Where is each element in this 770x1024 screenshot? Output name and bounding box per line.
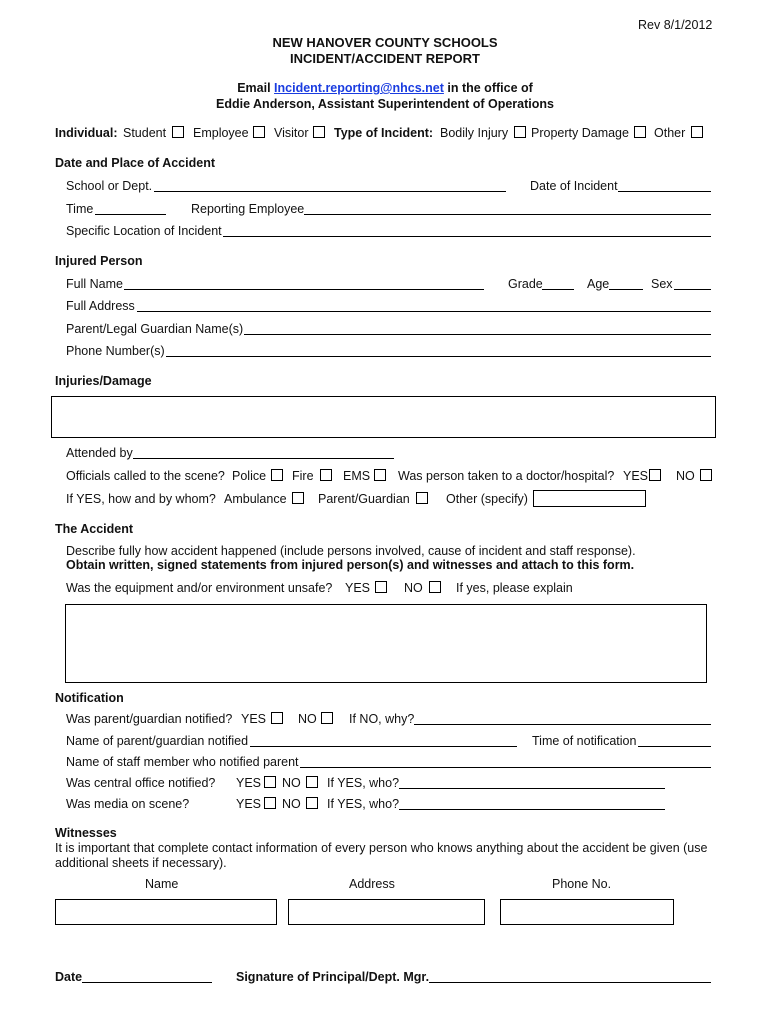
media-yes-label: YES [236,797,262,811]
ems-label: EMS [343,469,371,483]
option-student: Student [123,126,167,140]
unsafe-label: Was the equipment and/or environment unsafe? [66,581,333,595]
if-no-why-field[interactable] [414,724,711,725]
doctor-label: Was person taken to a doctor/hospital? [398,469,615,483]
option-employee: Employee [193,126,249,140]
location-label: Specific Location of Incident [66,224,222,238]
fire-label: Fire [292,469,314,483]
central-office-no-checkbox[interactable] [306,776,318,788]
media-no-label: NO [282,797,301,811]
student-checkbox[interactable] [172,126,184,138]
witnesses-heading: Witnesses [55,826,117,840]
time-field[interactable] [95,214,166,215]
if-no-why-label: If NO, why? [349,712,415,726]
org-name: NEW HANOVER COUNTY SCHOOLS [272,35,498,50]
other-specify-input[interactable] [533,490,646,507]
reporting-employee-field[interactable] [304,214,711,215]
grade-field[interactable] [542,289,574,290]
parent-guardian-checkbox[interactable] [416,492,428,504]
reporting-employee-label: Reporting Employee [191,202,305,216]
police-label: Police [232,469,267,483]
signature-label: Signature of Principal/Dept. Mgr. [236,970,430,984]
explain-label: If yes, please explain [456,581,573,595]
witness-phone-header: Phone No. [552,877,612,891]
visitor-checkbox[interactable] [313,126,325,138]
parent-notified-yes-label: YES [241,712,267,726]
time-notification-field[interactable] [638,746,711,747]
age-label: Age [587,277,610,291]
doctor-yes-label: YES [623,469,649,483]
guardian-label: Parent/Legal Guardian Name(s) [66,322,244,336]
witnesses-note-2: additional sheets if necessary). [55,856,227,870]
sex-field[interactable] [674,289,711,290]
staff-member-field[interactable] [300,767,711,768]
media-label: Was media on scene? [66,797,190,811]
unsafe-no-label: NO [404,581,423,595]
date-incident-label: Date of Incident [530,179,618,193]
media-no-checkbox[interactable] [306,797,318,809]
notification-heading: Notification [55,691,124,705]
school-field[interactable] [154,191,506,192]
address-label: Full Address [66,299,135,313]
other-checkbox[interactable] [691,126,703,138]
individual-label: Individual: [55,126,118,140]
central-office-no-label: NO [282,776,301,790]
incident-type-label: Type of Incident: [334,126,434,140]
central-office-yes-checkbox[interactable] [264,776,276,788]
signature-field[interactable] [429,982,711,983]
name-notified-label: Name of parent/guardian notified [66,734,249,748]
parent-notified-no-checkbox[interactable] [321,712,333,724]
full-name-label: Full Name [66,277,123,291]
date-label: Date [55,970,83,984]
central-office-yes-label: YES [236,776,262,790]
injuries-heading: Injuries/Damage [55,374,152,388]
injured-person-heading: Injured Person [55,254,143,268]
option-other: Other [654,126,686,140]
parent-notified-yes-checkbox[interactable] [271,712,283,724]
date-field[interactable] [82,982,212,983]
option-visitor: Visitor [274,126,309,140]
time-label: Time [66,202,94,216]
form-title: INCIDENT/ACCIDENT REPORT [290,51,480,66]
accident-description-textarea[interactable] [65,604,707,683]
age-field[interactable] [609,289,643,290]
time-notification-label: Time of notification [532,734,637,748]
officials-label: Officials called to the scene? [66,469,225,483]
accident-heading: The Accident [55,522,134,536]
describe-instructions: Describe fully how accident happened (include persons involved, cause of incident and staff response). [66,544,636,558]
witness-name-header: Name [145,877,179,891]
witness-name-input[interactable] [55,899,277,925]
doctor-yes-checkbox[interactable] [649,469,661,481]
central-office-who-field[interactable] [399,788,665,789]
witnesses-note-1: It is important that complete contact information of every person who knows anything about the accident be given (use [55,841,708,855]
employee-checkbox[interactable] [253,126,265,138]
police-checkbox[interactable] [271,469,283,481]
central-office-label: Was central office notified? [66,776,216,790]
unsafe-no-checkbox[interactable] [429,581,441,593]
date-place-heading: Date and Place of Accident [55,156,215,170]
fire-checkbox[interactable] [320,469,332,481]
unsafe-yes-label: YES [345,581,371,595]
office-line: Eddie Anderson, Assistant Superintendent of Operations [215,97,554,111]
option-bodily-injury: Bodily Injury [440,126,509,140]
name-notified-field[interactable] [250,746,517,747]
email-line [0,81,770,96]
central-office-who-label: If YES, who? [327,776,400,790]
media-yes-checkbox[interactable] [264,797,276,809]
email-link[interactable]: Incident.reporting@nhcs.net [274,81,444,95]
media-who-label: If YES, who? [327,797,400,811]
ems-checkbox[interactable] [374,469,386,481]
bodily-injury-checkbox[interactable] [514,126,526,138]
doctor-no-checkbox[interactable] [700,469,712,481]
other-specify-label: Other (specify) [446,492,528,506]
email-suffix: in the office of [447,81,533,95]
witness-address-input[interactable] [288,899,485,925]
unsafe-yes-checkbox[interactable] [375,581,387,593]
media-who-field[interactable] [399,809,665,810]
injuries-textarea[interactable] [51,396,716,438]
how-whom-label: If YES, how and by whom? [66,492,216,506]
ambulance-checkbox[interactable] [292,492,304,504]
parent-notified-label: Was parent/guardian notified? [66,712,233,726]
grade-label: Grade [508,277,543,291]
phone-field[interactable] [166,356,711,357]
ambulance-label: Ambulance [224,492,287,506]
doctor-no-label: NO [676,469,695,483]
guardian-field[interactable] [244,334,711,335]
option-property-damage: Property Damage [531,126,629,140]
attended-by-field[interactable] [133,458,394,459]
revision-date: Rev 8/1/2012 [638,18,713,32]
statements-instructions: Obtain written, signed statements from injured person(s) and witnesses and attach to this form. [66,558,635,572]
date-incident-field[interactable] [618,191,711,192]
sex-label: Sex [651,277,673,291]
address-field[interactable] [137,311,711,312]
property-damage-checkbox[interactable] [634,126,646,138]
witness-phone-input[interactable] [500,899,674,925]
staff-member-label: Name of staff member who notified parent [66,755,299,769]
email-prefix: Email [237,81,271,95]
full-name-field[interactable] [124,289,484,290]
parent-guardian-label: Parent/Guardian [318,492,410,506]
school-label: School or Dept. [66,179,153,193]
attended-by-label: Attended by [66,446,133,460]
phone-label: Phone Number(s) [66,344,165,358]
location-field[interactable] [223,236,711,237]
parent-notified-no-label: NO [298,712,317,726]
witness-address-header: Address [349,877,395,891]
